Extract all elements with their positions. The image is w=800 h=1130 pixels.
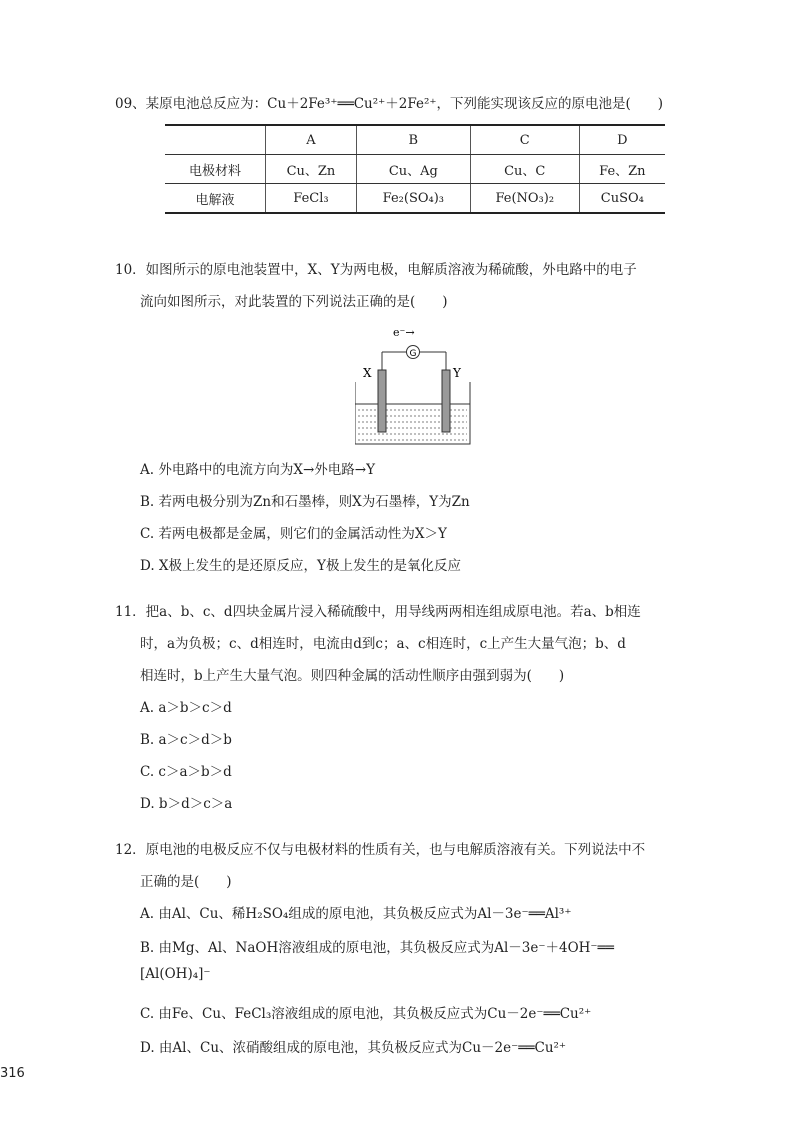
q11-stem-line2: 时，a为负极；c、d相连时，电流由d到c；a、c相连时，c上产生大量气泡；b、d bbox=[140, 636, 626, 652]
solution-dashes bbox=[358, 410, 467, 440]
q9-stem: 09、某原电池总反应为：Cu＋2Fe³⁺══Cu²⁺＋2Fe²⁺，下列能实现该反应的原电池是( ) bbox=[115, 96, 664, 112]
electrode-x-label: X bbox=[363, 366, 372, 380]
table-cell: Fe(NO₃)₂ bbox=[470, 184, 579, 214]
table-cell: 电解液 bbox=[165, 184, 266, 214]
table-cell: Cu、C bbox=[470, 155, 579, 184]
table-cell: CuSO₄ bbox=[579, 184, 665, 214]
table-cell: Fe、Zn bbox=[579, 155, 665, 184]
table-cell: C bbox=[470, 125, 579, 155]
q9-table bbox=[165, 124, 665, 214]
q10-option-c: C. 若两电极都是金属，则它们的金属活动性为X＞Y bbox=[140, 526, 447, 542]
q11-option-d: D. b＞d＞c＞a bbox=[140, 796, 233, 812]
electrode-x bbox=[378, 370, 386, 432]
table-cell: A bbox=[266, 125, 357, 155]
q11-stem-line3: 相连时，b上产生大量气泡。则四种金属的活动性顺序由强到弱为( ) bbox=[140, 668, 565, 684]
electrode-y-label: Y bbox=[453, 366, 461, 380]
q10-option-b: B. 若两电极分别为Zn和石墨棒，则X为石墨棒，Y为Zn bbox=[140, 494, 470, 510]
galvanometer-label: G bbox=[409, 349, 417, 359]
q10-stem-line1: 10．如图所示的原电池装置中，X、Y为两电极，电解质溶液为稀硫酸，外电路中的电子 bbox=[115, 262, 637, 278]
galvanic-cell-diagram bbox=[355, 322, 485, 447]
electrode-y bbox=[442, 370, 450, 432]
q11-stem-line1: 11．把a、b、c、d四块金属片浸入稀硫酸中，用导线两两相连组成原电池。若a、b相连 bbox=[115, 604, 641, 620]
page-number: 316 bbox=[0, 1066, 25, 1081]
table-row bbox=[165, 125, 665, 155]
q10-stem-line2: 流向如图所示，对此装置的下列说法正确的是( ) bbox=[140, 294, 448, 310]
table-row bbox=[165, 155, 665, 184]
table-cell: B bbox=[356, 125, 470, 155]
q10-option-d: D. X极上发生的是还原反应，Y极上发生的是氧化反应 bbox=[140, 558, 461, 574]
q12-option-d: D. 由Al、Cu、浓硝酸组成的原电池，其负极反应式为Cu－2e⁻══Cu²⁺ bbox=[140, 1040, 567, 1056]
table-cell: FeCl₃ bbox=[266, 184, 357, 214]
table-cell: D bbox=[579, 125, 665, 155]
table-cell: Cu、Ag bbox=[356, 155, 470, 184]
table-cell: Cu、Zn bbox=[266, 155, 357, 184]
q12-stem-line1: 12．原电池的电极反应不仅与电极材料的性质有关，也与电解质溶液有关。下列说法中不 bbox=[115, 842, 646, 858]
electron-flow-label: e⁻→ bbox=[393, 326, 415, 339]
q11-option-c: C. c＞a＞b＞d bbox=[140, 764, 232, 780]
q12-option-c: C. 由Fe、Cu、FeCl₃溶液组成的原电池，其负极反应式为Cu－2e⁻══Cu²⁺ bbox=[140, 1006, 592, 1022]
q11-option-a: A. a＞b＞c＞d bbox=[140, 700, 232, 716]
table-cell bbox=[165, 125, 266, 155]
q12-stem-line2: 正确的是( ) bbox=[140, 874, 232, 890]
q12-option-b: B. 由Mg、Al、NaOH溶液组成的原电池，其负极反应式为Al－3e⁻＋4OH⁻══ bbox=[140, 940, 614, 956]
table-cell: Fe₂(SO₄)₃ bbox=[356, 184, 470, 214]
q12-option-a: A. 由Al、Cu、稀H₂SO₄组成的原电池，其负极反应式为Al－3e⁻══Al³⁺ bbox=[140, 906, 572, 922]
table-cell: 电极材料 bbox=[165, 155, 266, 184]
q11-option-b: B. a＞c＞d＞b bbox=[140, 732, 232, 748]
table-row bbox=[165, 184, 665, 214]
q10-option-a: A. 外电路中的电流方向为X→外电路→Y bbox=[140, 462, 375, 478]
q12-option-b-continued: [Al(OH)₄]⁻ bbox=[140, 966, 211, 982]
beaker bbox=[355, 382, 470, 444]
